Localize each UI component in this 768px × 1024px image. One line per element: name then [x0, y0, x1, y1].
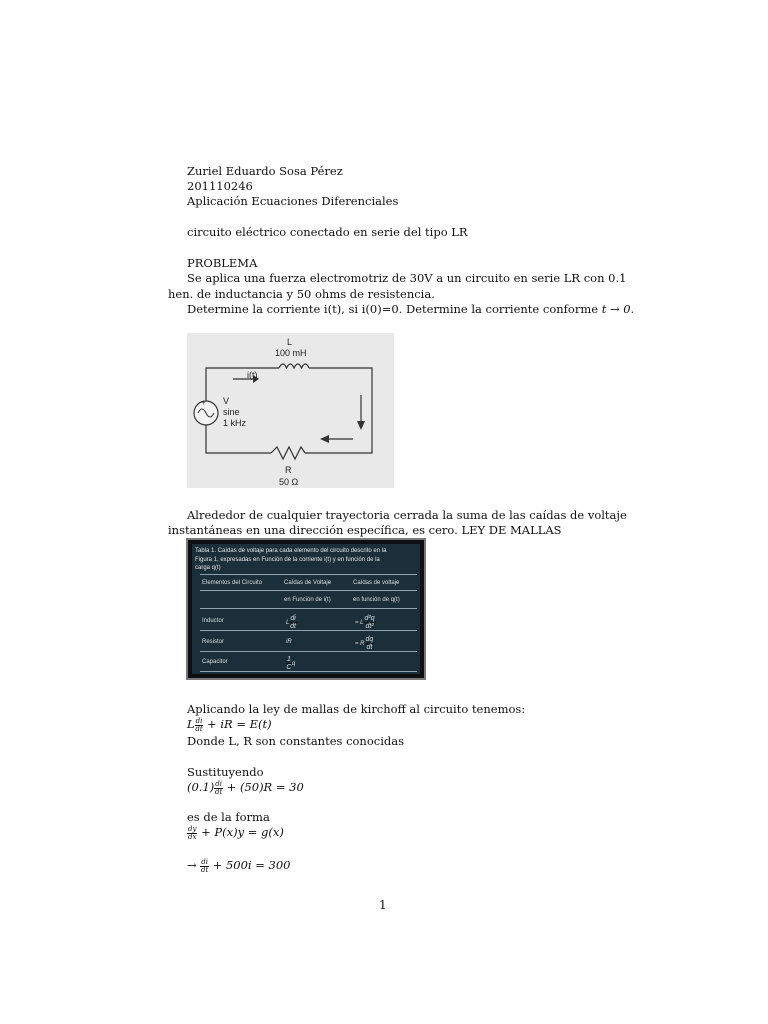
- equation-4: → $\frac{di}{dt}$ + 500i = 300: [187, 857, 291, 874]
- resistor-label: R: [285, 465, 292, 475]
- problem-line-3-math: t → 0.: [601, 302, 635, 316]
- substituting-label: Sustituyendo: [187, 765, 264, 779]
- equation-4-rest: + 500i = 300: [209, 858, 291, 872]
- problem-line-3: [187, 302, 634, 316]
- table-row-capacitor: Capacitor: [202, 659, 228, 665]
- equation-3-rest: + P(x)y = g(x): [197, 825, 284, 839]
- table-row-resistor: Resistor: [202, 639, 225, 645]
- problem-line-1: Se aplica una fuerza electromotriz de 30V a un circuito en serie LR con 0.1: [187, 271, 627, 285]
- table-row-inductor: Inductor: [202, 618, 224, 624]
- inductor-value: 100 mH: [275, 348, 307, 358]
- student-id: 201110246: [187, 179, 253, 193]
- equation-4-arrow: →: [187, 858, 201, 872]
- down-arrow-icon: [357, 421, 365, 430]
- inductor-label: L: [287, 337, 293, 347]
- course-title: Aplicación Ecuaciones Diferenciales: [187, 194, 399, 208]
- table-header-fi-a: Caídas de Voltaje: [284, 580, 332, 586]
- table-resistor-fi: iR: [286, 639, 292, 645]
- table-caption-line-1: Tabla 1. Caídas de voltaje para cada elemento del circuito descrito en la: [195, 548, 387, 554]
- table-header-elements: Elementos del Circuito: [202, 580, 263, 586]
- constants-text: Donde L, R son constantes conocidas: [187, 734, 404, 748]
- problem-heading: PROBLEMA: [187, 256, 258, 270]
- mesh-line-2: instantáneas en una dirección específica, es cero. LEY DE MALLAS: [168, 523, 562, 537]
- form-label: es de la forma: [187, 810, 270, 824]
- table-caption-line-2: Figura 1, expresadas en Función de la corriente i(t) y en función de la: [195, 556, 380, 563]
- voltage-drop-table-figure: [186, 538, 426, 680]
- source-label: V: [223, 396, 230, 406]
- document-subtitle: circuito eléctrico conectado en serie del tipo LR: [187, 225, 468, 239]
- resistor-symbol: [271, 447, 305, 459]
- equation-2-rest: + (50)R = 30: [223, 780, 304, 794]
- resistor-value: 50 Ω: [279, 477, 299, 487]
- equation-1-rest: + iR = E(t): [203, 717, 272, 731]
- table-caption: [195, 547, 420, 573]
- table-header-fi-b: en Función de i(t): [284, 597, 331, 603]
- table-inductor-fq: = L $\frac{\text{d²q}}{\text{dt²}}$: [355, 615, 375, 630]
- table-header-fq-a: Caídas de voltaje: [353, 580, 400, 586]
- table-caption-line-3: carga q(t): [195, 565, 221, 571]
- equation-2: (0.1) $\frac{di}{dt}$ + (50)R = 30: [187, 779, 304, 796]
- problem-line-3-text: Determine la corriente i(t), si i(0)=0. Determine la corriente conforme: [187, 302, 602, 316]
- table-resistor-fq: = R $\frac{dq}{dt}$: [355, 636, 374, 651]
- mesh-line-1: Alrededor de cualquier trayectoria cerrada la suma de las caídas de voltaje: [187, 508, 627, 522]
- table-header-fq-b: en función de q(t): [353, 597, 400, 603]
- equation-3: $\frac{dy}{dx}$ + P(x)y = g(x): [188, 824, 284, 841]
- circuit-diagram: [187, 333, 394, 488]
- source-frequency: 1 kHz: [223, 418, 247, 428]
- current-label: i(t): [247, 370, 258, 380]
- left-arrow-icon: [320, 435, 329, 443]
- inductor-symbol: [279, 364, 309, 368]
- problem-line-2: hen. de inductancia y 50 ohms de resistencia.: [168, 287, 435, 301]
- kirchhoff-text: Aplicando la ley de mallas de kirchoff al circuito tenemos:: [187, 702, 526, 716]
- equation-2-coef: (0.1): [187, 780, 215, 794]
- table-capacitor-fi: $\frac{1}{C}$ q: [286, 656, 296, 671]
- table-inductor-fi: L $\frac{di}{dt}$: [286, 615, 296, 630]
- author-name: Zuriel Eduardo Sosa Pérez: [187, 164, 343, 178]
- equation-1: L $\frac{di}{dt}$ + iR = E(t): [187, 716, 272, 733]
- page-number: 1: [379, 898, 387, 912]
- source-type: sine: [223, 407, 240, 417]
- svg-text:+: +: [202, 401, 206, 407]
